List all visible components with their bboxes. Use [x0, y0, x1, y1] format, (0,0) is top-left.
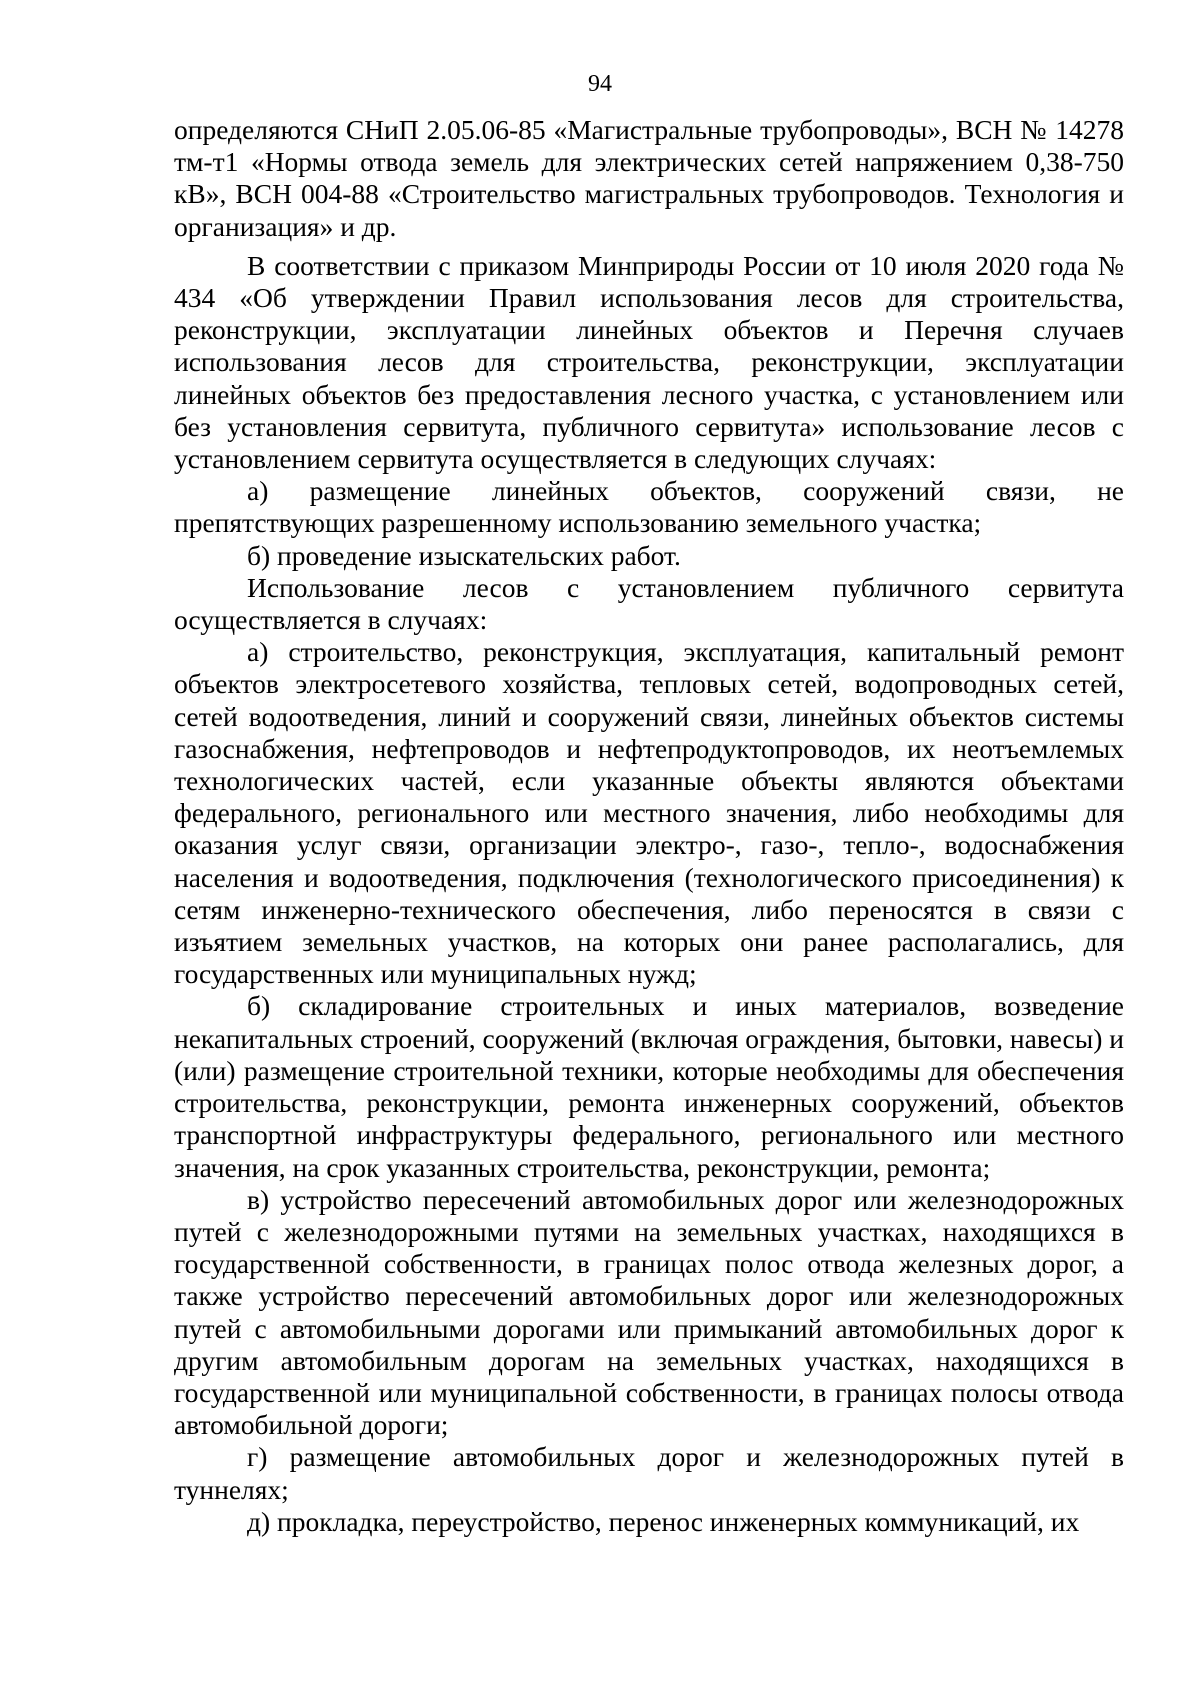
- list-item-v-intersections: в) устройство пересечений автомобильных дорог или железнодорожных путей с железнодорожными путями на земельных участках, находящихся в государственной собственности, в границах полос отвода железных дорог, а также устройство пересечений автомобильных дорог или железнодорожных путей с автомобильными дорогами или примыканий автомобильных дорог к другим автомобильным дорогам на земельных участках, находящихся в государственной или муниципальной собственности, в границах полосы отвода автомобильной дороги;: [174, 1183, 1124, 1441]
- paragraph-snip-references: определяются СНиП 2.05.06-85 «Магистральные трубопроводы», ВСН № 14278 тм-т1 «Нормы отвода земель для электрических сетей напряжением 0,38-750 кВ», ВСН 004-88 «Строительство магистральных трубопроводов. Технология и организация» и др.: [174, 114, 1124, 242]
- list-item-b-survey-works: б) проведение изыскательских работ.: [247, 539, 681, 571]
- list-item-b-storage: б) складирование строительных и иных материалов, возведение некапитальных строений, сооружений (включая ограждения, бытовки, навесы) и (или) размещение строительной техники, которые необходимы для обеспечения строительства, реконструкции, ремонта инженерных сооружений, объектов транспортной инфраструктуры федерального, регионального или местного значения, на срок указанных строительства, реконструкции, ремонта;: [174, 990, 1124, 1183]
- list-item-a-linear-objects: а) размещение линейных объектов, сооружений связи, не препятствующих разрешенному использованию земельного участка;: [174, 475, 1124, 539]
- document-body: [174, 114, 1124, 1538]
- list-item-d-utilities: д) прокладка, переустройство, перенос инженерных коммуникаций, их: [247, 1505, 1080, 1537]
- list-item-a-construction: а) строительство, реконструкция, эксплуатация, капитальный ремонт объектов электросетевого хозяйства, тепловых сетей, водопроводных сетей, сетей водоотведения, линий и сооружений связи, линейных объектов системы газоснабжения, нефтепроводов и нефтепродуктопроводов, их неотъемлемых технологических частей, если указанные объекты являются объектами федерального, регионального или местного значения, либо необходимы для оказания услуг связи, организации электро-, газо-, тепло-, водоснабжения населения и водоотведения, подключения (технологического присоединения) к сетям инженерно-технического обеспечения, либо переносятся в связи с изъятием земельных участков, на которых они ранее располагались, для государственных или муниципальных нужд;: [174, 636, 1124, 990]
- paragraph-order-servitude-cases: В соответствии с приказом Минприроды России от 10 июля 2020 года № 434 «Об утверждении Правил использования лесов для строительства, реконструкции, эксплуатации линейных объектов и Перечня случаев использования лесов для строительства, реконструкции, эксплуатации линейных объектов без предоставления лесного участка, с установлением или без установления сервитута, публичного сервитута» использование лесов с установлением сервитута осуществляется в следующих случаях:: [174, 249, 1124, 475]
- page-number: 94: [588, 71, 612, 97]
- list-item-g-tunnels: г) размещение автомобильных дорог и железнодорожных путей в туннелях;: [174, 1441, 1124, 1505]
- paragraph-public-servitude-intro: Использование лесов с установлением публичного сервитута осуществляется в случаях:: [174, 571, 1124, 636]
